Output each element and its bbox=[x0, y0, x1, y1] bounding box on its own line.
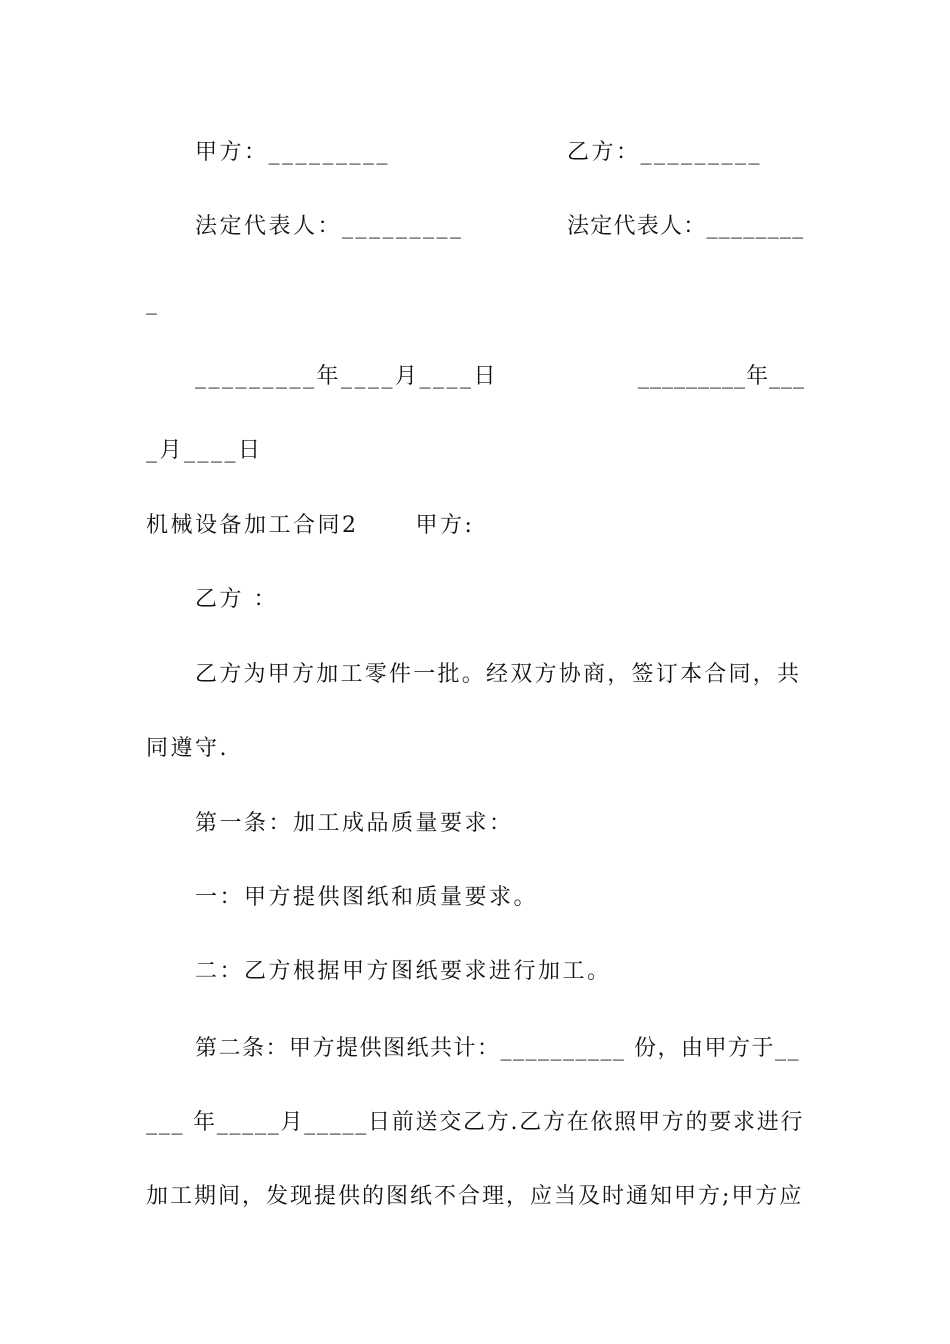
intro-line-1: 乙方为甲方加工零件一批。经双方协商，签订本合同，共 bbox=[195, 662, 802, 687]
party-b-signature: 乙方：_________ bbox=[567, 140, 763, 165]
article-2-line-2: ___ 年_____月_____日前送交乙方.乙方在依照甲方的要求进行 bbox=[146, 1110, 805, 1135]
legal-rep-a: 法定代表人：_________ bbox=[195, 214, 464, 239]
article-2-line-1: 第二条：甲方提供图纸共计：__________ 份，由甲方于__ bbox=[195, 1036, 800, 1061]
party-b-line: 乙方 ： bbox=[195, 587, 278, 612]
article-1-title: 第一条：加工成品质量要求： bbox=[195, 811, 514, 836]
contract-2-heading: 机械设备加工合同2 甲方: bbox=[146, 513, 475, 538]
party-a-signature: 甲方：_________ bbox=[195, 140, 391, 165]
date-a: _________年____月____日 bbox=[195, 364, 499, 389]
date-b: _________年___ bbox=[638, 364, 806, 389]
legal-rep-b-wrap: _ bbox=[146, 290, 160, 315]
intro-line-2: 同遵守. bbox=[146, 736, 229, 761]
date-b-wrap: _月____日 bbox=[146, 438, 263, 463]
article-1-item-1: 一：甲方提供图纸和质量要求。 bbox=[195, 885, 539, 910]
article-1-item-2: 二：乙方根据甲方图纸要求进行加工。 bbox=[195, 959, 612, 984]
article-2-line-3: 加工期间，发现提供的图纸不合理，应当及时通知甲方;甲方应 bbox=[146, 1184, 804, 1209]
legal-rep-b: 法定代表人：________ bbox=[567, 214, 805, 239]
